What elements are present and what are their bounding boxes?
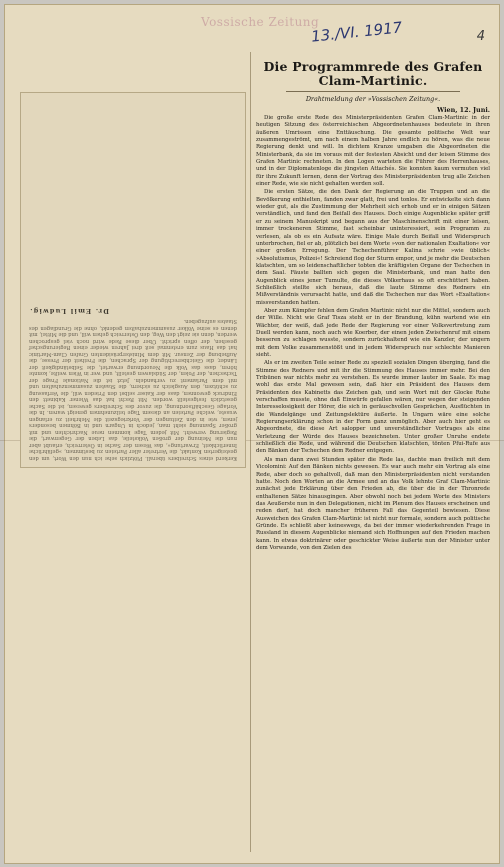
article-paragraph: Aber zum Kämpfer fehlen dem Grafen Martinic nicht nur die Mittel, sondern auch der Wille. Nicht wie Graf Tisza steht er in der Brandung, kühn wartend wie ein Wächter, der weiß, daß jede Rede der Regierung vor einer Volksvertretung zum Duell werden kann, noch auch wie Koerber, der einen jeden Zwischenruf mit einem besseren zu schlagen wusste, sondern zurückhaltend wie ein Kanzler, der ungern mit dem Volke zusammenstößt und in jedem Widerspruch nur schlechte Manieren sieht. — [256, 307, 490, 358]
article-paragraph: Als man dann zwei Stunden später die Rede las, dachte man freilich mit dem Vicolomini: Auf den Bänken nichts gewesen. Es war auch mehr ein Vortrag als eine Rede, aber doch so gehaltvoll, daß man den Ministerpräsidenten nicht verstanden hatte. Noch den Worten an die Armee und an das Volk lehnte Graf Clam-Martinic zunächst jede Erklärung über den Frieden ab, die über die in der Thronrede enthaltenen Sätze hinausgingen. Aber obwohl noch bei jedem Worte des Ministers das Aeußerste nun in den Delegationen, nicht im Plenum des Hauses erscheinen und reden darf, hat doch mancher früheren Fall das Gegenteil bewiesen. Diese Ausweichen des Grafen Clam-Martinic ist nicht nur formale, sondern auch politische Gründe. Es schließt aber keineswegs, da bei der immer wiederkehrenden Frage in Russland in diesem Augenblicke niemand sich Hoffnungen auf den Frieden machen kann. In etwas doktrinärer oder geschickter Weise äußerte nun der Minister unter dem Vorwande, von den Zielen des — [256, 456, 490, 551]
article-title-line1: Die Programmrede des Grafen — [263, 60, 483, 74]
article — [256, 60, 490, 852]
article-paragraph: Als er im zweiten Teile seiner Rede zu speziell sozialen Dingen überging, fand die Stimme des Redners und mit ihr die Stimmung des Hauses immer mehr. Bei den Tribünen war nichts mehr zu verstehen. Es wurde immer lauter im Saale. Es mag wohl das erste Mal gewesen sein, daß hier ein Präsident des Hauses dem Präsidenten des Kabinetts das Zeichen gab, und sein Wort mit der Glocke Ruhe verschaffen musste, ohne daß Einwürfe gefallen wären, nur wegen der steigenden Interesselosigkeit der Hörer, die sich in geräuschvollen Gesprächen, Ausflüchten in die Wandelgänge und Zeitungslektüre äußerte. In Ungarn wäre eine solche Regierungserklärung schon in der Form ganz unmöglich. Aber auch hier geht es Abgeordnete, die diese Art salopper und unverständlicher Vortrages als eine Verletzung der Würde des Hauses bezeichneten. Unter großer Unruhe endete schließlich die Rede, und während die Deutschen klatschten, tönten Pfui-Rufe aus den Bänken der Tschechen dem Redner entgegen. — [256, 360, 490, 455]
left-column-text: Kerkerd eines Schreibers überall. Plötzlich sehe ich nun den Wort, um den gesteigerten Kontakt, die Vertreter aller Parteien zu bestimmen, »gefährliche Innerlichkeit, Erwartung«, das Wesen der Sache in Österreich, erlaubt aber nun die Meinung der großen Volksteile, das Leben der Gegenwart, die Regierung verweht. Mit jedem Tage kommen neue Nachrichten und mit großer Spannung sieht man, jedoch in Ungarn und in Böhmen besonders jenen, wie in den Zeitungen der Vorkriegszeit die Mehrheit zu erlangen wusste, welche Parteien an diesem Tage teilzunehmen geneigt waren. In die Vorlage Geschäftsordnung, die zuvor des Schreibers gewesen, ist die Sache gesetzlich festgestellt worden. Mit Recht hat das Wiener Kabinett den Eindruck gewonnen, dass der Kaiser selbst den Frieden will, die Verfassung zu schützen, den Ausgleich zu sichern, die Staaten zusammenzuhalten und mit dem Parlament zu verhandeln. Jetzt ist die Nationale Frage der Tschechen, der Polen, der Südslawen gestellt, und wer in Wien weilte, konnte hören, dass das Volk die Neuordnung erwartet, die Selbständigkeit der Länder, die Gleichberechtigung der Sprachen, die Freiheit der Presse, die Aufhebung der Zensur. Mit dem Ministerpräsidenten Grafen Clam-Martinic hat das Haus zum erstenmal seit drei Jahren wieder einen Regierungschef gesehen, der offen spricht. Über diese Rede wird noch viel gesprochen werden, denn sie zeigt den Weg, den Österreich gehen will, und die Mittel, mit denen es seine Völker zusammenzuhalten gedenkt, ohne die Grundlagen des Staates aufzugeben. — [29, 318, 237, 461]
article-dateline: Drahtmeldung der »Vossischen Zeitung«. — [305, 95, 441, 103]
handwritten-date: 13./VI. 1917 — [310, 18, 404, 46]
article-title-line2: Clam-Martinic. — [318, 73, 428, 88]
left-column-upside-down — [20, 92, 246, 468]
page-number: 4 — [476, 29, 485, 44]
author-signature: Dr. Emil Ludwig. — [29, 307, 109, 315]
title-rule — [286, 91, 460, 92]
article-place-date: Wien, 12. Juni. — [437, 106, 490, 114]
column-divider — [250, 52, 251, 852]
article-paragraph: Die große erste Rede des Ministerpräsidenten Grafen Clam-Martinic in der heutigen Sitzung des österreichischen Abgeordnetenhauses bedeutete in ihren äußeren Umrissen eine Enttäuschung. Die gesamte politische Welt war zusammengeströmt, um nach einem halben Jahre endlich zu hören, was die neue Regierung denkt und will. In dichtem Kranze umgaben die Abgeordneten die Ministerbank, da sie im voraus mit der festesten Absicht und der leisen Stimme des Grafen Martinic rechneten. In den Logen warteten die Führer des Herrenhauses, und in der Diplomatenloge die jüngsten Attachés. Sie konnten kaum vermuten viel für ihre Zukunft lernen, denn der Vortrag des Ministerpräsidenten trug alle Zeichen einer Rede, wie sie nicht gehalten werden soll. — [256, 115, 490, 188]
article-paragraph: Die ersten Sätze, die den Dank der Regierung an die Truppen und an die Bevölkerung enthielten, fanden zwar glatt, frei und tonlos. Er entwickelte sich dann wieder gut, als die Zustimmung der Mehrheit sich erhob und er in einigen Sätzen verständlich, und fand den Beifall des Hauses. Doch einige Augenblicke später griff er zu seinem Manuskript und begann aus der Maschinenschrift mit einer leisen, immer trockeneren Stimme, fast scheinbar uninteressiert, sein Programm zu verlesen, als ob es ein Aufsatz wäre. Einige Male durch Beifall und Widerspruch unterbrochen, fiel er ab, plötzlich bei dem Worte »von der nationalen Exaltation« vor einer großen Erregung. Der Tschechenführer Kalina schrie »wie üblich« »Absolutismus, Polizei«! Schreiend flog der Sturm empor, und je mehr die Deutschen klatschten, um so leidenschaftlicher tobten die kräftigsten Organe der Tschechen in dem Saal. Fäuste ballten sich gegen die Ministerbank, und man hatte den Augenblick eines jener Tumulte, die dieses Völkerhaus so oft erschüttert haben. Schließlich stellte sich heraus, daß die laute Stimme des Redners ein Mißverständnis verursacht hatte, und daß die Tschechen nur das Wort »Exaltation« missverstanden hatten. — [256, 189, 490, 306]
archive-stamp: Vossische Zeitung — [201, 15, 320, 29]
